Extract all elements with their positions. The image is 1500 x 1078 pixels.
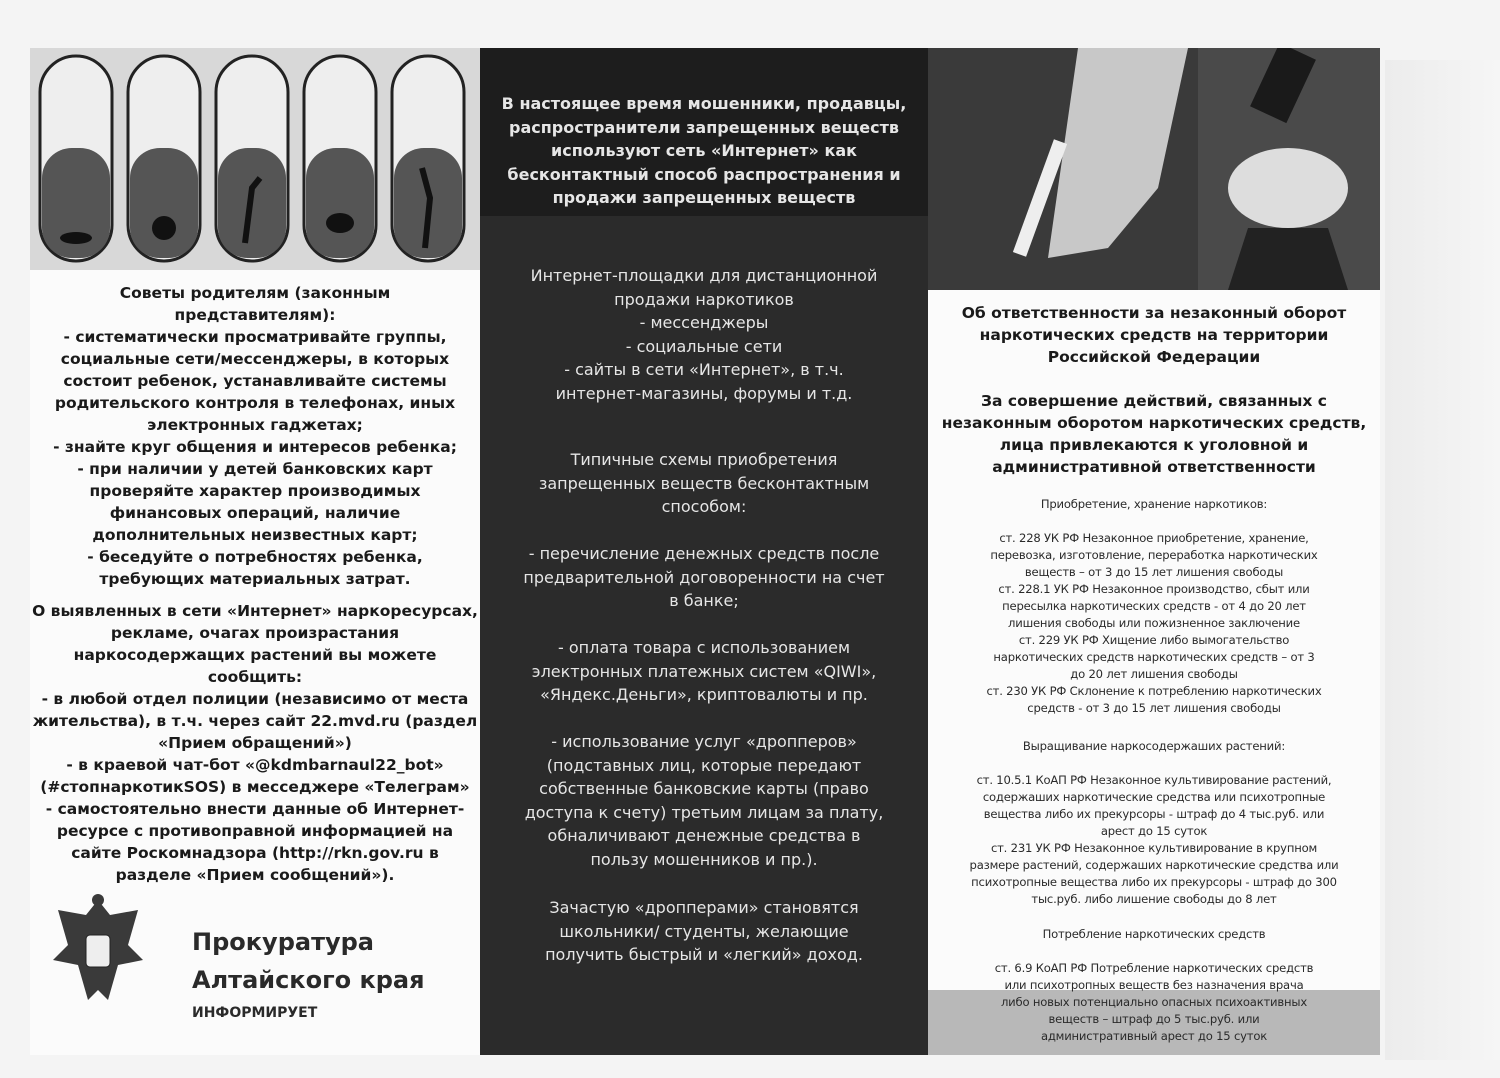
coat-of-arms-logo (48, 890, 148, 1010)
scan-bleed-through (1385, 60, 1500, 1060)
brochure (30, 48, 1380, 1055)
left-column (30, 48, 480, 1055)
org-name-line1: Прокуратура (192, 928, 374, 956)
right-column-bottom (928, 48, 1380, 1055)
responsibility-title: Об ответственности за незаконный оборот наркотических средств на территории Российской Федерации (961, 304, 1347, 366)
platforms-text: Интернет-площадки для дистанционной продажи наркотиков - мессенджеры - социальные сети - сайты в сети «Интернет», в т.ч. интернет-магазины, форумы и т.д. (530, 266, 878, 403)
acquisition-articles: ст. 228 УК РФ Незаконное приобретение, хранение, перевозка, изготовление, переработка наркотических веществ – от 3 до 15 лет лишения свободы ст. 228.1 УК РФ Незаконное производство, сбыт или пересылка наркотических средств - от 4 до 20 лет лишения свободы или пожизненное заключение ст. 229 УК РФ Хищение либо вымогательство наркотических средств наркотических средств – от 3 до 20 лет лишения свободы ст. 230 УК РФ Склонение к потреблению наркотических средств - от 3 до 15 лет лишения свободы (986, 531, 1322, 715)
report-info: О выявленных в сети «Интернет» наркоресурсах, рекламе, очагах произрастания наркосодержащих растений вы можете сообщить: - в любой отдел полиции (независимо от места жительства), в т.ч. через сайт 22.mvd.ru (раздел «Прием обращений») - в краевой чат-бот «@kdmbarnaul22_bot» (#стопнаркотикSOS) в месседжере «Телеграм» - самостоятельно внести данные об Интернет- ресурсе с противоправной информацией на сайте Роскомнадзора (http://rkn.gov.ru в разделе «Прием сообщений»). (32, 602, 478, 884)
growing-heading: Выращивание наркосодержаших растений: (1022, 739, 1286, 753)
schemes-text: Типичные схемы приобретения запрещенных веществ бесконтактным способом: - перечисление денежных средств после предварительной договоренности на счет в банке; - оплата товара с использованием электронных платежных систем «QIWI», «Яндекс.Деньги», криптовалюты и пр. - использование услуг «дропперов» (подставных лиц, которые передают собственные банковские карты (право доступа к счету) третьим лицам за плату, обналичивают денежные средства в пользу мошенников и пр.). (523, 450, 885, 869)
parents-advice: Советы родителям (законным представителям): - систематически просматривайте группы, социальные сети/мессенджеры, в которых состоит ребенок, устанавливайте системы родительского контроля в телефонах, иных электронных гаджетах; - знайте круг общения и интересов ребенка; - при наличии у детей банковских карт проверяйте характер производимых финансовых операций, наличие дополнительных неизвестных карт; - беседуйте о потребностях ребенка, требующих материальных затрат. (53, 284, 457, 588)
use-articles: ст. 6.9 КоАП РФ Потребление наркотических средств или психотропных веществ без назначения врача либо новых потенциально опасных психоактивных веществ – штраф до 5 тыс.руб. или административный арест до 15 суток (994, 961, 1314, 1043)
acquisition-heading: Приобретение, хранение наркотиков: (1040, 497, 1268, 511)
middle-column (480, 48, 928, 1055)
intro-text: В настоящее время мошенники, продавцы, распространители запрещенных веществ используют сеть «Интернет» как бесконтактный способ распространения и продажи запрещенных веществ (501, 94, 907, 207)
growing-articles: ст. 10.5.1 КоАП РФ Незаконное культивирование растений, содержаших наркотические средства или психотропные вещества либо их прекурсоры - штраф до 4 тыс.руб. или арест до 15 суток ст. 231 УК РФ Незаконное культивирование в крупном размере растений, содержаших наркотические средства или психотропные вещества либо их прекурсоры - штраф до 300 тыс.руб. либо лишение свободы до 8 лет (969, 773, 1339, 906)
org-name-line2: Алтайского края (192, 966, 425, 994)
use-heading: Потребление наркотических средств (1042, 927, 1266, 941)
org-informs: ИНФОРМИРУЕТ (192, 1005, 318, 1021)
droppers-text: Зачастую «дропперами» становятся школьники/ студенты, желающие получить быстрый и «легкий» доход. (545, 898, 863, 964)
capsules-illustration (30, 48, 480, 270)
responsibility-subtitle: За совершение действий, связанных с незаконным оборотом наркотических средств, лица привлекаются к уголовной и административной ответственности (941, 392, 1367, 476)
